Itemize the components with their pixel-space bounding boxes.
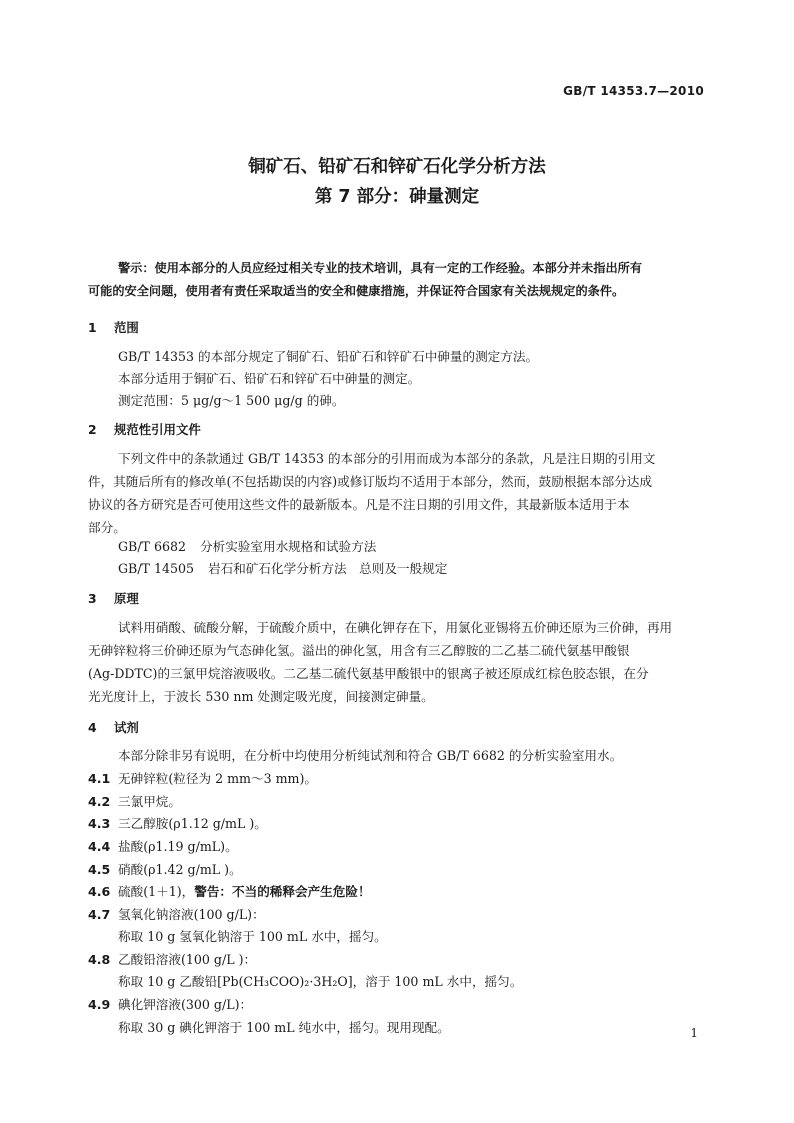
reagent-item bbox=[88, 859, 242, 878]
reagent-preparation: 称取 10 g 乙酸铅[Pb(CH₃COO)₂·3H₂O]，溶于 100 mL 水中，摇匀。 bbox=[118, 974, 523, 989]
item-number: 4.6 bbox=[88, 884, 111, 899]
item-number: 4.5 bbox=[88, 862, 111, 877]
item-text: 乙酸铅溶液(100 g/L )： bbox=[118, 952, 257, 967]
item-text: 硫酸(1＋1)， bbox=[118, 884, 195, 899]
warning-line-2: 可能的安全问题，使用者有责任采取适当的安全和健康措施，并保证符合国家有关法规规定的条件。 bbox=[88, 284, 625, 298]
section-title: 试剂 bbox=[114, 720, 139, 735]
reference-title: 岩石和矿石化学分析方法 总则及一般规定 bbox=[208, 561, 448, 576]
item-text: 硝酸(ρ1.42 g/mL )。 bbox=[118, 862, 242, 877]
principle-line-2: 无砷锌粒将三价砷还原为气态砷化氢。溢出的砷化氢，用含有三乙醇胺的二乙基二硫代氨基甲酸银 bbox=[88, 643, 630, 658]
item-text: 三氯甲烷。 bbox=[118, 794, 181, 809]
section-number: 4 bbox=[88, 720, 97, 735]
item-text: 盐酸(ρ1.19 g/mL)。 bbox=[118, 839, 238, 854]
reagent-item bbox=[88, 836, 238, 855]
reagent-item bbox=[88, 768, 317, 787]
references-paragraph bbox=[88, 447, 708, 539]
item-number: 4.3 bbox=[88, 816, 111, 831]
principle-line-1: 试料用硝酸、硫酸分解，于硫酸介质中，在碘化钾存在下，用氯化亚锡将五价砷还原为三价砷，再用 bbox=[118, 620, 673, 635]
document-subtitle: 第 7 部分：砷量测定 bbox=[314, 187, 480, 207]
item-text: 无砷锌粒(粒径为 2 mm～3 mm)。 bbox=[118, 771, 317, 786]
scope-paragraph-1: GB/T 14353 的本部分规定了铜矿石、铅矿石和锌矿石中砷量的测定方法。 bbox=[118, 349, 539, 364]
item-number: 4.4 bbox=[88, 839, 111, 854]
reagent-preparation: 称取 10 g 氢氧化钠溶于 100 mL 水中，摇匀。 bbox=[118, 929, 387, 944]
principle-line-3: (Ag-DDTC)的三氯甲烷溶液吸收。二乙基二硫代氨基甲酸银中的银离子被还原成红棕色胶态银，在分 bbox=[88, 666, 649, 681]
reagent-preparation: 称取 30 g 碘化钾溶于 100 mL 纯水中，摇匀。现用现配。 bbox=[118, 1020, 450, 1035]
reagent-item bbox=[88, 949, 256, 968]
reference-item bbox=[118, 536, 376, 555]
item-number: 4.7 bbox=[88, 907, 111, 922]
section-heading-reagents bbox=[88, 718, 139, 736]
standard-code: GB/T 14353.7—2010 bbox=[563, 84, 704, 98]
section-number: 2 bbox=[88, 422, 97, 437]
section-heading-principle bbox=[88, 589, 139, 607]
item-number: 4.8 bbox=[88, 952, 111, 967]
warning-text: 警告：不当的稀释会产生危险！ bbox=[194, 884, 371, 899]
principle-paragraph bbox=[88, 616, 708, 708]
reference-item bbox=[118, 558, 447, 577]
references-line-4: 部分。 bbox=[88, 520, 126, 535]
item-number: 4.2 bbox=[88, 794, 111, 809]
item-number: 4.9 bbox=[88, 997, 111, 1012]
reagent-item bbox=[88, 881, 371, 900]
document-title: 铜矿石、铅矿石和锌矿石化学分析方法 bbox=[248, 157, 546, 177]
reference-code: GB/T 14505 bbox=[118, 561, 195, 576]
reagent-item bbox=[88, 813, 267, 832]
warning-line-1: 警示：使用本部分的人员应经过相关专业的技术培训，具有一定的工作经验。本部分并未指出所有 bbox=[118, 261, 643, 275]
item-text: 碘化钾溶液(300 g/L)： bbox=[118, 997, 253, 1012]
scope-paragraph-2: 本部分适用于铜矿石、铅矿石和锌矿石中砷量的测定。 bbox=[118, 371, 421, 386]
section-title: 原理 bbox=[114, 591, 139, 606]
reagent-item bbox=[88, 904, 265, 923]
page-number: 1 bbox=[690, 1026, 698, 1040]
scope-paragraph-3: 测定范围：5 μg/g～1 500 μg/g 的砷。 bbox=[118, 393, 345, 408]
section-heading-scope bbox=[88, 318, 139, 336]
references-line-3: 协议的各方研究是否可使用这些文件的最新版本。凡是不注日期的引用文件，其最新版本适用于本 bbox=[88, 497, 630, 512]
reagent-item bbox=[88, 791, 181, 810]
reagent-item bbox=[88, 994, 252, 1013]
section-number: 3 bbox=[88, 591, 97, 606]
item-number: 4.1 bbox=[88, 771, 111, 786]
section-heading-normative-references bbox=[88, 420, 201, 438]
references-line-2: 件，其随后所有的修改单(不包括勘误的内容)或修订版均不适用于本部分，然而，鼓励根据本部分达成 bbox=[88, 474, 652, 489]
item-text: 氢氧化钠溶液(100 g/L)： bbox=[118, 907, 265, 922]
reference-code: GB/T 6682 bbox=[118, 539, 187, 554]
section-title: 范围 bbox=[114, 320, 139, 335]
section-title: 规范性引用文件 bbox=[114, 422, 201, 437]
principle-line-4: 光光度计上，于波长 530 nm 处测定吸光度，间接测定砷量。 bbox=[88, 689, 434, 704]
section-number: 1 bbox=[88, 320, 97, 335]
reagents-intro: 本部分除非另有说明，在分析中均使用分析纯试剂和符合 GB/T 6682 的分析实验室用水。 bbox=[118, 748, 623, 763]
item-text: 三乙醇胺(ρ1.12 g/mL )。 bbox=[118, 816, 267, 831]
references-line-1: 下列文件中的条款通过 GB/T 14353 的本部分的引用而成为本部分的条款，凡是注日期的引用文 bbox=[118, 451, 656, 466]
reference-title: 分析实验室用水规格和试验方法 bbox=[200, 539, 377, 554]
